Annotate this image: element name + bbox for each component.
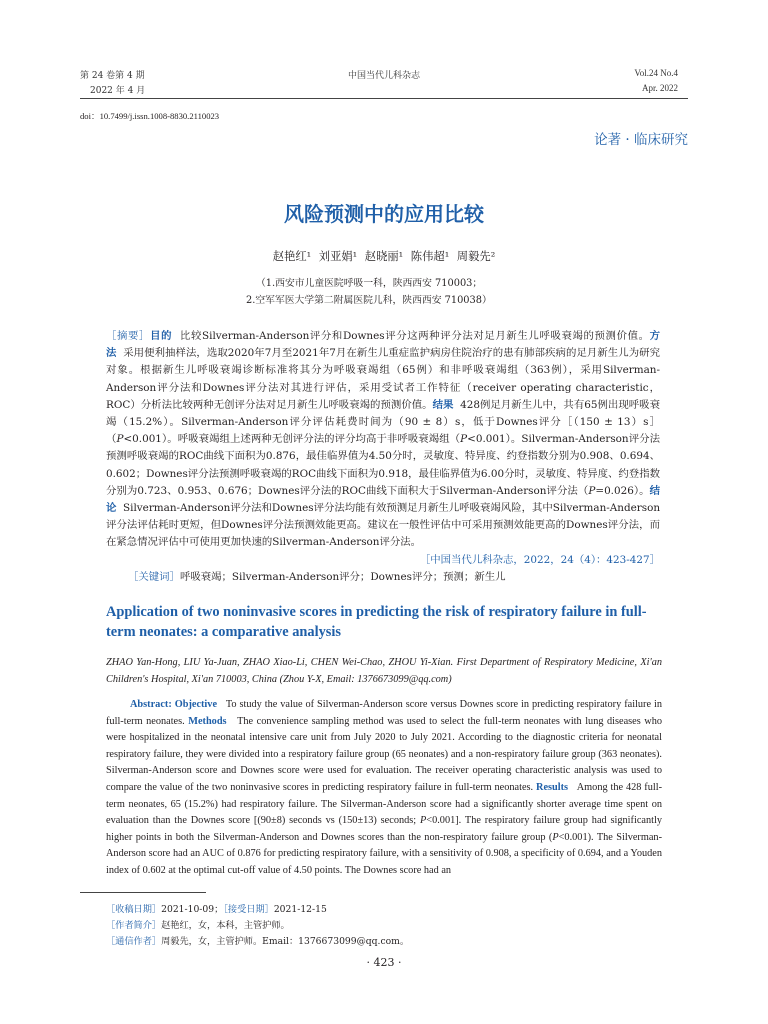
results-text-a: 428例足月新生儿中，共有65例出现呼吸衰竭（15.2%）。Silverman-Anderson评分评估耗费时间为（90 ± 8）s，低于Downes评分［（150 ± 13）s］（	[106, 398, 661, 446]
methods-en-label: Methods	[188, 715, 227, 727]
header-rule	[80, 98, 688, 99]
conclusions-label: 结论	[106, 484, 660, 515]
header-volume: 第 24 卷第 4 期	[80, 71, 145, 81]
conclusions-text: Silverman-Anderson评分法和Downes评分法均能有效预测足月新生儿呼吸衰竭风险，其中Silverman-Anderson评分法评估耗时更短，但Downes评分法预测效能更高。建议在一般性评估中可采用预测效能更高的Downes评分法，而在紧急情况评估中可使用更加快速的Silverman-Anderson评分法。	[106, 502, 661, 549]
authors-cn: 赵艳红¹ 刘亚娟¹ 赵晓丽¹ 陈伟超¹ 周毅先²	[272, 250, 496, 263]
abstract-cn	[106, 328, 660, 569]
title-en: Application of two noninvasive scores in predicting the risk of respiratory failure in full-term neonates: a comparative analysis	[106, 604, 647, 640]
accepted-date: 2021-12-15	[273, 904, 327, 915]
methods-label: 方法	[106, 330, 661, 360]
keywords-cn	[128, 569, 506, 586]
objective-en-label: Objective	[174, 699, 218, 710]
methods-en-text: The convenience sampling method was used to select the full-term neonates with lung diseases who were hospitalized in the neonatal intensive care unit from July 2020 to July 2021. According to the diagnostic criteria for neonatal respiratory failure, they were divided into a respiratory failure group (65 neonates) and a non-respiratory failure group (363 neonates). Silverman-Anderson score and Downes score were used for evaluation. The receiver operating characteristic analysis was used to compare the value of the two noninvasive scores in predicting respiratory failure in full-term neonates.	[106, 715, 662, 793]
p-value-symbol: P	[116, 433, 124, 446]
p-value-symbol: P	[460, 433, 468, 446]
section-label: 论著 · 临床研究	[594, 132, 688, 148]
corr-tag: ［通信作者］	[106, 936, 162, 947]
objective-label: 目的	[150, 330, 173, 342]
abstract-tag: ［摘要］	[106, 330, 151, 342]
keywords-tag: ［关键词］	[128, 571, 180, 583]
header-date-en: Apr. 2022	[642, 83, 678, 93]
footnote-author	[106, 918, 290, 934]
objective-en-text: To study the value of Silverman-Anderson score versus Downes score in predicting respiratory failure in full-term neonates.	[106, 699, 663, 727]
header-date: 2022 年 4 月	[90, 86, 146, 96]
results-label: 结果	[432, 398, 454, 411]
footnote-dates	[106, 902, 327, 918]
corr-info: 周毅先，女，主管护师。Email：1376673099@qq.com。	[161, 936, 410, 947]
page-number: · 423 ·	[366, 956, 402, 969]
results-text-b: <0.001）。呼吸衰竭组上述两种无创评分法的评分均高于非呼吸衰竭组（	[123, 433, 461, 446]
affiliation-2: 2.空军军医大学第二附属医院儿科，陕西西安 710038）	[246, 295, 492, 306]
results-text-d: =0.026）。	[595, 484, 650, 497]
results-en-text-a: Among the 428 full-term neonates, 65 (15.2%) had respiratory failure. The Silverman-Anderson score had a significantly shorter average time spent on evaluation than the Downes score [(90±8) seconds vs (150±13) seconds;	[106, 781, 662, 827]
results-text-c: <0.001）。Silverman-Anderson评分法预测呼吸衰竭的ROC曲线下面积为0.876，最佳临界值为4.50分时，灵敏度、特异度、约登指数分别为0.908、0.694、0.602；Downes评分法预测呼吸衰竭的ROC曲线下面积为0.918，最佳临界值为6.00分时，灵敏度、特异度、约登指数分别为0.723、0.953、0.676；Downes评分法的ROC曲线下面积大于Silverman-Anderson评分法（	[106, 433, 661, 497]
p-value-symbol: P	[552, 831, 559, 843]
abstract-en-label: Abstract:	[130, 699, 172, 710]
results-en-text-c: <0.001). The Silverman-Anderson score had an AUC of 0.876 for predicting respiratory failure, with a sensitivity of 0.908, a specificity of 0.694, and a Youden index of 0.602 at the optimal cut-off value of 4.50 points. The Downes score had an	[106, 831, 662, 876]
accepted-tag: ［接受日期］	[223, 904, 274, 915]
page-title: 风险预测中的应用比较	[284, 202, 484, 226]
keywords-text: 呼吸衰竭；Silverman-Anderson评分；Downes评分；预测；新生儿	[179, 571, 506, 583]
received-tag: ［收稿日期］	[106, 904, 162, 915]
footnote-rule	[80, 892, 206, 893]
footnote-correspondence	[106, 934, 409, 950]
author-info: 赵艳红，女，本科，主管护师。	[161, 920, 290, 931]
abstract-en	[106, 697, 662, 880]
affiliation-1: （1.西安市儿童医院呼吸一科，陕西西安 710003；	[256, 278, 483, 289]
doi: doi：10.7499/j.issn.1008-8830.2110023	[80, 111, 220, 121]
methods-text: 采用便利抽样法，选取2020年7月至2021年7月在新生儿重症监护病房住院治疗的患有肺部疾病的足月新生儿为研究对象。根据新生儿呼吸衰竭诊断标准将其分为呼吸衰竭组（65例）和非呼吸衰竭组（363例），采用Silverman-Anderson评分法和Downes评分法对其进行评估，采用受试者工作特征（receiver operating characteristic，ROC）分析法比较两种无创评分法对足月新生儿呼吸衰竭的预测价值。	[106, 347, 661, 411]
header-journal: 中国当代儿科杂志	[347, 71, 420, 81]
citation: ［中国当代儿科杂志，2022，24（4）：423-427］	[419, 553, 660, 566]
authors-en: ZHAO Yan-Hong, LIU Ya-Juan, ZHAO Xiao-Li, CHEN Wei-Chao, ZHOU Yi-Xian. First Department of Respiratory Medicine, Xi'an Children's Hospital, Xi'an 710003, China (Zhou Y-X, Email: 1376673099@qq.com)	[106, 657, 662, 685]
results-en-label: Results	[536, 781, 569, 793]
author-tag: ［作者简介］	[106, 920, 162, 931]
p-value-symbol: P	[588, 484, 596, 497]
p-value-symbol: P	[419, 815, 427, 827]
header-vol-en: Vol.24 No.4	[634, 68, 678, 78]
objective-text: 比较Silverman-Anderson评分和Downes评分这两种评分法对足月新生儿呼吸衰竭的预测价值。	[179, 330, 650, 342]
results-en-text-b: <0.001]. The respiratory failure group had significantly higher points in both the Silverman-Anderson and Downes scores than the non-respiratory failure group (	[106, 815, 662, 843]
received-date: 2021-10-09；	[161, 904, 224, 915]
